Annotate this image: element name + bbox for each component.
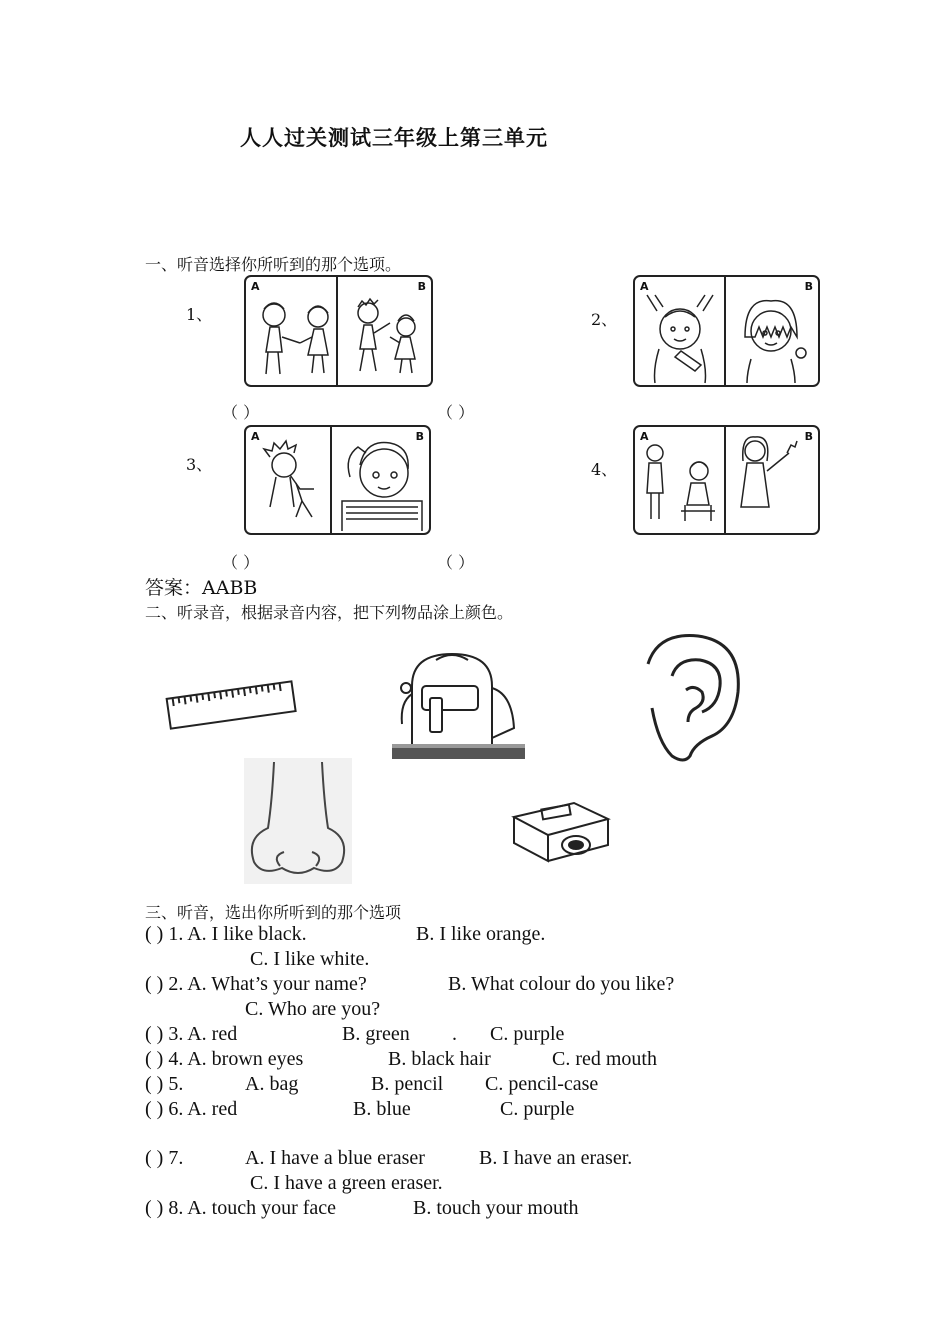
classroom-illustration: [635, 427, 818, 533]
ear-image: [638, 624, 758, 762]
section3-heading: 三、听音，选出你所听到的那个选项: [145, 903, 402, 922]
q4-line: ( ) 4. A. brown eyes: [145, 1048, 304, 1070]
option-b-label: B: [417, 280, 426, 293]
q2-option-c: C. Who are you?: [245, 998, 381, 1020]
q7-option-c: C. I have a green eraser.: [250, 1172, 443, 1194]
item4-picture: [633, 425, 820, 535]
option-a-label: A: [640, 430, 649, 443]
children-greeting-illustration: [246, 277, 431, 385]
option-b-label: B: [804, 280, 813, 293]
answer-paren[interactable]: （ ）: [437, 553, 475, 572]
q5-option-c: C. pencil-case: [485, 1073, 599, 1095]
item2-number: 2、: [591, 310, 618, 329]
q1-option-c: C. I like white.: [250, 948, 370, 970]
q3-dot: .: [452, 1023, 457, 1045]
item1-picture: [244, 275, 433, 387]
q3-option-b: B. green: [342, 1023, 410, 1045]
item4-number: 4、: [591, 460, 618, 479]
girls-portrait-illustration: [635, 277, 818, 385]
q2-option-b: B. What colour do you like?: [448, 973, 675, 995]
section1-answer: 答案：AABB: [145, 577, 258, 599]
item3-picture: [244, 425, 431, 535]
ruler-image: [164, 672, 298, 736]
answer-paren[interactable]: （ ）: [222, 553, 260, 572]
section2-heading: 二、听录音，根据录音内容，把下列物品涂上颜色。: [145, 603, 514, 622]
item2-picture: [633, 275, 820, 387]
answer-paren[interactable]: （ ）: [222, 403, 260, 422]
q5-option-b: B. pencil: [371, 1073, 444, 1095]
q1-line: ( ) 1. A. I like black.: [145, 923, 307, 945]
boy-actions-illustration: [246, 427, 429, 533]
q8-option-b: B. touch your mouth: [413, 1197, 579, 1219]
item1-number: 1、: [186, 305, 213, 324]
q4-option-c: C. red mouth: [552, 1048, 657, 1070]
option-a-label: A: [251, 280, 260, 293]
q5-line: ( ) 5.: [145, 1073, 184, 1095]
section1-heading: 一、听音选择你所听到的那个选项。: [145, 255, 402, 274]
nose-image: [244, 758, 352, 884]
q7-option-b: B. I have an eraser.: [479, 1147, 633, 1169]
item3-number: 3、: [186, 455, 213, 474]
q1-option-b: B. I like orange.: [416, 923, 546, 945]
q6-option-b: B. blue: [353, 1098, 411, 1120]
q7-line: ( ) 7.: [145, 1147, 184, 1169]
q7-option-a: A. I have a blue eraser: [245, 1147, 425, 1169]
option-a-label: A: [640, 280, 649, 293]
answer-paren[interactable]: （ ）: [437, 403, 475, 422]
option-b-label: B: [804, 430, 813, 443]
school-bag-image: [392, 648, 525, 761]
q8-line: ( ) 8. A. touch your face: [145, 1197, 337, 1219]
q6-option-c: C. purple: [500, 1098, 575, 1120]
q2-line: ( ) 2. A. What’s your name?: [145, 973, 367, 995]
page-title: 人人过关测试三年级上第三单元: [240, 125, 548, 150]
option-b-label: B: [415, 430, 424, 443]
q3-option-c: C. purple: [490, 1023, 565, 1045]
q6-line: ( ) 6. A. red: [145, 1098, 238, 1120]
q3-line: ( ) 3. A. red: [145, 1023, 238, 1045]
q4-option-b: B. black hair: [388, 1048, 491, 1070]
q5-option-a: A. bag: [245, 1073, 299, 1095]
pencil-sharpener-image: [508, 795, 614, 871]
option-a-label: A: [251, 430, 260, 443]
